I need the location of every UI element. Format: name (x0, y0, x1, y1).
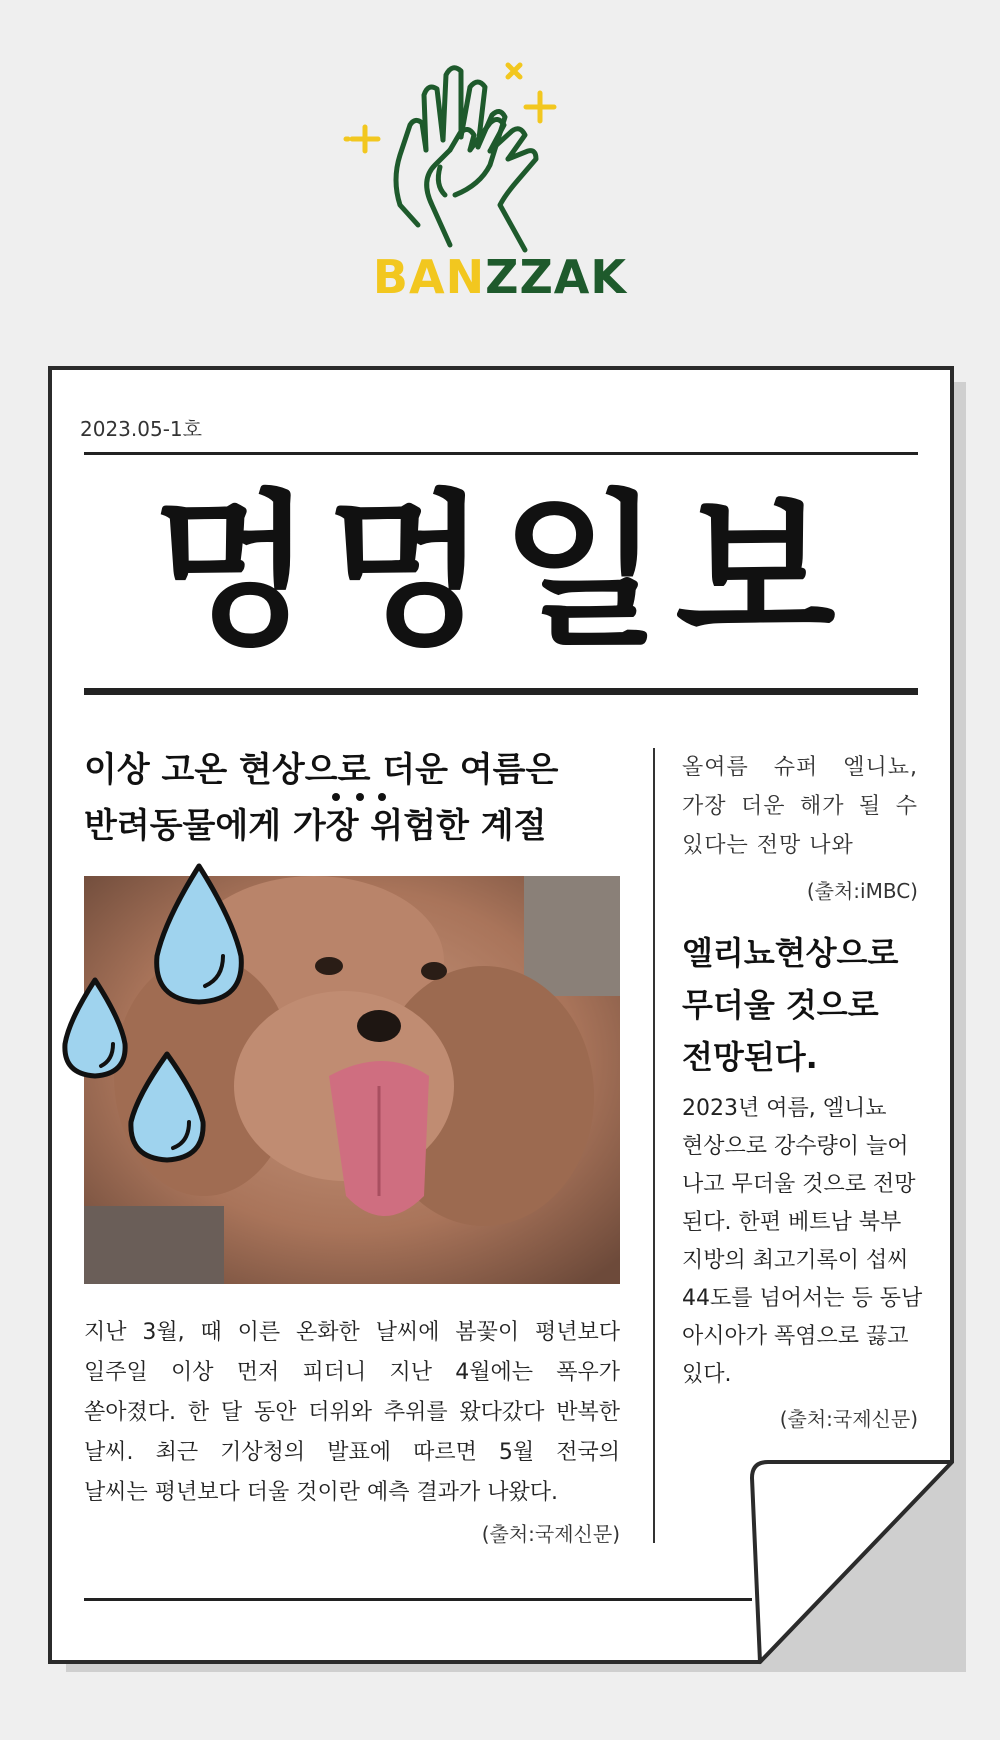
side-top-line: 있다는 전망 나와 (682, 833, 854, 858)
side-top-line: 올여름 슈퍼 엘니뇨, (682, 755, 918, 780)
body-line: 날씨. 최근 기상청의 발표에 따르면 5월 전국의 (84, 1440, 620, 1465)
emphasis-dots (330, 791, 390, 803)
side-body-line: 아시아가 폭염으로 끓고 (682, 1324, 909, 1349)
side-top-source: (출처:iMBC) (806, 879, 918, 903)
side-body-line: 44도를 넘어서는 등 동남 (682, 1286, 923, 1311)
side-headline (682, 927, 922, 1083)
side-headline-line: 전망된다. (682, 1038, 818, 1076)
main-body (84, 1313, 620, 1513)
side-body-line: 있다. (682, 1362, 732, 1387)
brand-part2: ZZAK (485, 250, 628, 304)
main-headline-line: 이상 고온 현상으로 더운 여름은 (84, 750, 559, 790)
top-rule (84, 452, 918, 455)
bottom-rule (84, 1598, 752, 1601)
side-headline-line: 무더울 것으로 (682, 986, 879, 1024)
side-body-line: 현상으로 강수량이 늘어 (682, 1134, 909, 1159)
sweat-drops-icon (55, 860, 255, 1180)
body-line: 지난 3월, 때 이른 온화한 날씨에 봄꽃이 평년보다 (84, 1320, 620, 1345)
side-headline-line: 엘리뇨현상으로 (682, 934, 899, 972)
side-top-line: 가장 더운 해가 될 수 (682, 794, 918, 819)
main-headline-line: 반려동물에게 가장 위험한 계절 (84, 806, 547, 846)
column-divider (653, 748, 655, 1543)
side-top-blurb (682, 748, 918, 865)
body-line: 날씨는 평년보다 더울 것이란 예측 결과가 나왔다. (84, 1480, 558, 1505)
side-source: (출처:국제신문) (779, 1407, 918, 1431)
body-line: 쏟아졌다. 한 달 동안 더위와 추위를 왔다갔다 반복한 (84, 1400, 620, 1425)
masthead-rule (84, 688, 918, 695)
masthead-title: 멍멍일보 (152, 476, 850, 669)
side-body-line: 2023년 여름, 엘니뇨 (682, 1096, 887, 1121)
side-body-line: 나고 무더울 것으로 전망 (682, 1172, 916, 1197)
side-body-line: 지방의 최고기록이 섭씨 (682, 1248, 909, 1273)
brand-part1: BAN (372, 250, 486, 304)
side-body (682, 1090, 923, 1394)
issue-number: 2023.05-1호 (80, 417, 202, 441)
side-body-line: 된다. 한편 베트남 북부 (682, 1210, 902, 1235)
body-line: 일주일 이상 먼저 피더니 지난 4월에는 폭우가 (84, 1360, 620, 1385)
main-source: (출처:국제신문) (481, 1522, 620, 1546)
